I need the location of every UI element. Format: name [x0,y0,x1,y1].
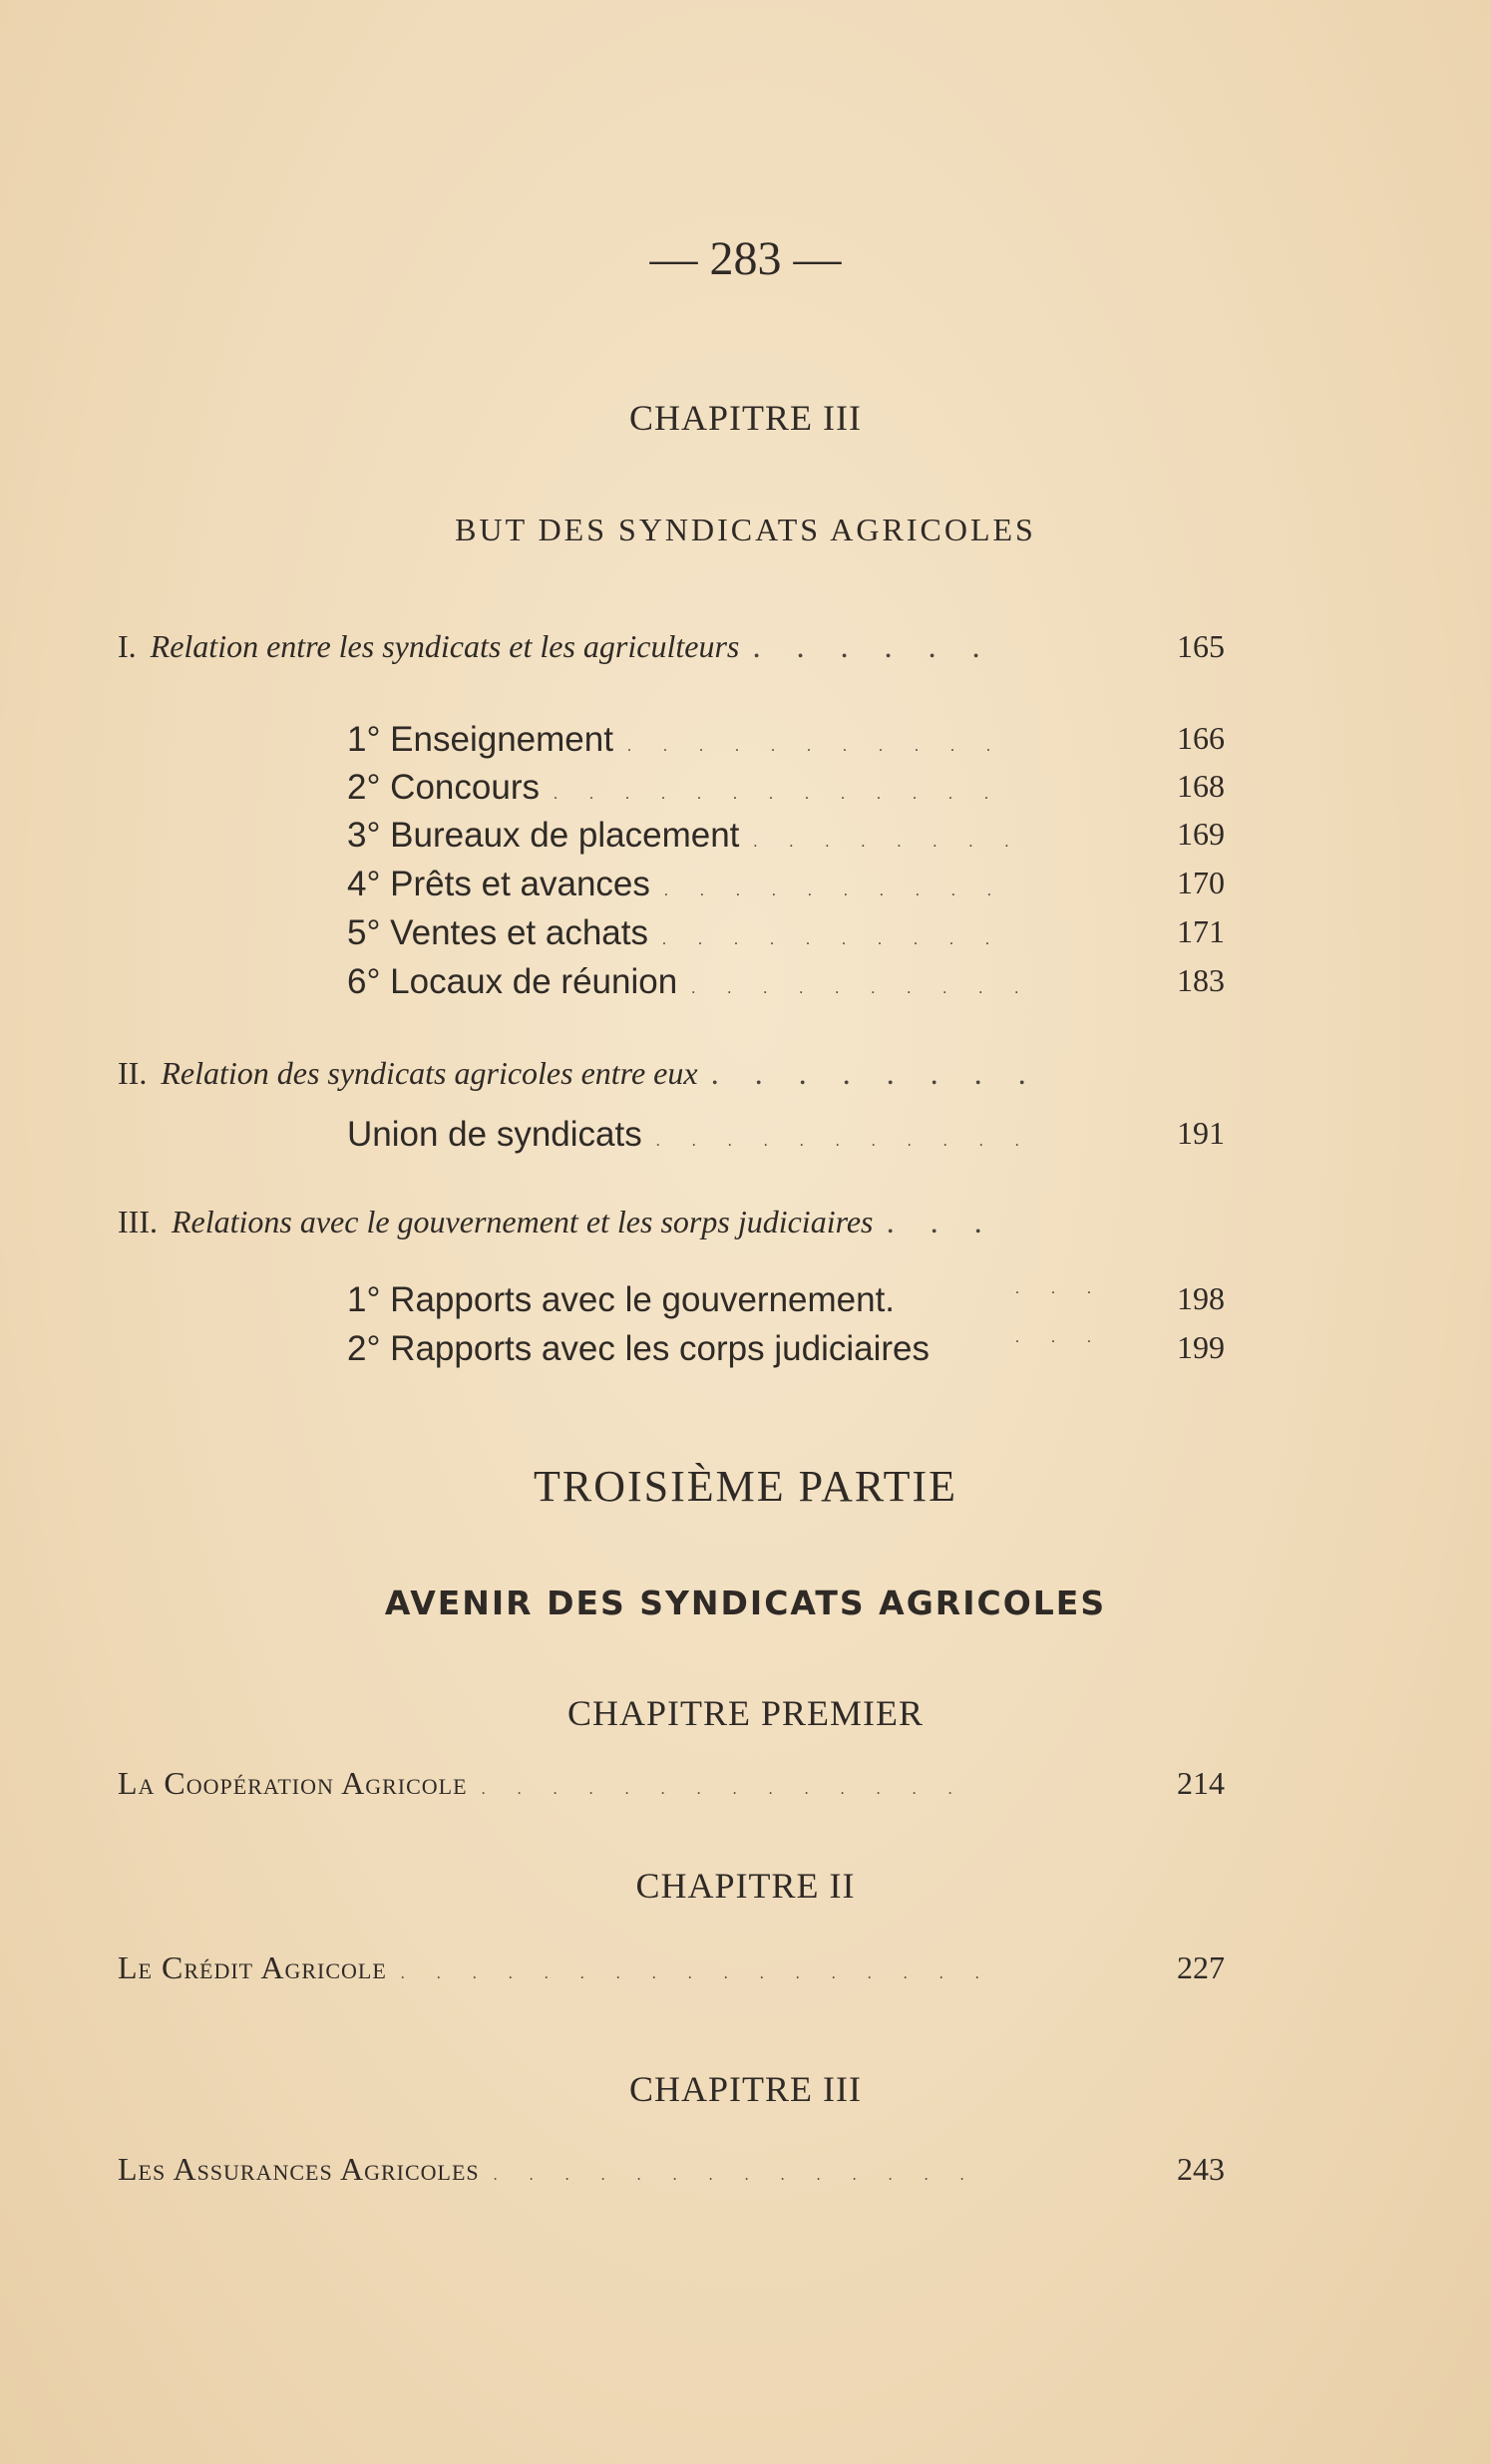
toc-item[interactable]: 1° Enseignement . . . . . . . . . . . 166 [347,720,1225,759]
page-ref: 168 [1177,768,1225,804]
chapter-entry-title: Les Assurances Agricoles [118,2151,480,2187]
toc-chapter-entry[interactable]: Le Crédit Agricole . . . . . . . . . . . . . . . . . 227 [118,1949,1225,1985]
chapter-entry-title: La Coopération Agricole [118,1765,468,1801]
toc-item[interactable]: 5° Ventes et achats . . . . . . . . . . 171 [347,913,1225,952]
page-ref: 170 [1177,865,1225,900]
page-ref: 169 [1177,816,1225,852]
page-ref: 243 [1177,2151,1225,2187]
chapter-heading: CHAPITRE PREMIER [566,1693,925,1733]
toc-item[interactable]: 2° Rapports avec les corps judiciaires . . . 199 [347,1329,1225,1368]
chapter-heading: CHAPITRE II [635,1866,856,1906]
page-ref: 199 [1177,1329,1225,1365]
toc-section-1[interactable]: I. Relation entre les syndicats et les agriculteurs . . . . . . 165 [118,628,1225,664]
page-number: — 283 — [649,232,842,285]
toc-item[interactable]: Union de syndicats . . . . . . . . . . . 191 [347,1115,1225,1154]
toc-section-3[interactable]: III. Relations avec le gouvernement et les sorps judiciaires . . . [118,1204,997,1239]
part-title: TROISIÈME PARTIE [534,1462,957,1511]
toc-item[interactable]: 2° Concours . . . . . . . . . . . . . 168 [347,768,1225,807]
chapter-entry-title: Le Crédit Agricole [118,1949,387,1985]
page-ref: 183 [1177,962,1225,998]
toc-item[interactable]: 1° Rapports avec le gouvernement. . . . 198 [347,1280,1225,1319]
page-ref: 214 [1177,1765,1225,1801]
page-ref: 227 [1177,1949,1225,1985]
page-ref: 166 [1177,720,1225,756]
toc-chapter-entry[interactable]: La Coopération Agricole . . . . . . . . . . . . . . 214 [118,1765,1225,1801]
toc-chapter-entry[interactable]: Les Assurances Agricoles . . . . . . . . . . . . . . 243 [118,2151,1225,2187]
chapter-subtitle: BUT DES SYNDICATS AGRICOLES [455,512,1036,547]
chapter-heading: CHAPITRE III [629,2069,862,2109]
toc-item[interactable]: 6° Locaux de réunion . . . . . . . . . . 183 [347,962,1225,1001]
section-numeral: III. [118,1204,158,1239]
toc-item[interactable]: 4° Prêts et avances . . . . . . . . . . 170 [347,865,1225,903]
section-title: Relation entre les syndicats et les agriculteurs [150,628,740,664]
page-ref: 191 [1177,1115,1225,1151]
section-numeral: II. [118,1055,148,1091]
toc-item[interactable]: 3° Bureaux de placement . . . . . . . . 169 [347,816,1225,855]
toc-section-2[interactable]: II. Relation des syndicats agricoles entre eux . . . . . . . . [118,1055,1041,1091]
section-title: Relation des syndicats agricoles entre eux [161,1055,698,1091]
page-ref: 171 [1177,913,1225,949]
page-ref: 198 [1177,1280,1225,1316]
chapter-heading: CHAPITRE III [629,398,862,438]
section-title: Relations avec le gouvernement et les sorps judiciaires [171,1204,874,1239]
part-subtitle: AVENIR DES SYNDICATS AGRICOLES [384,1584,1107,1622]
page-ref: 165 [1177,628,1225,664]
section-numeral: I. [118,628,137,664]
